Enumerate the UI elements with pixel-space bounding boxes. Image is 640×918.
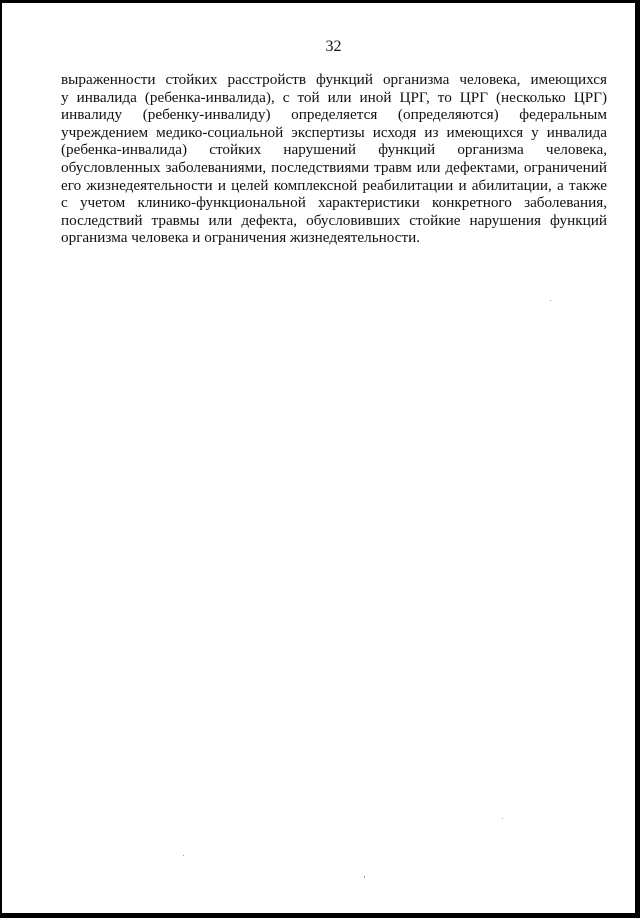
- paragraph-line: последствий травмы или дефекта, обусловивших стойкие нарушения функций: [61, 211, 607, 229]
- scan-speck: [550, 300, 551, 301]
- paragraph-line: выраженности стойких расстройств функций организма человека, имеющихся: [61, 71, 607, 88]
- paragraph-line: у инвалида (ребенка-инвалида), с той или иной ЦРГ, то ЦРГ (несколько ЦРГ): [61, 88, 607, 106]
- paragraph-line: его жизнедеятельности и целей комплексной реабилитации и абилитации, а также: [61, 176, 607, 194]
- paragraph-line: обусловленных заболеваниями, последствиями травм или дефектами, ограничений: [61, 158, 607, 176]
- scan-speck: [183, 855, 184, 856]
- page-number: 32: [325, 38, 342, 55]
- scanned-page: [2, 3, 635, 913]
- paragraph-line: (ребенка-инвалида) стойких нарушений функций организма человека,: [61, 141, 607, 159]
- paragraph-line: учреждением медико-социальной экспертизы исходя из имеющихся у инвалида: [61, 123, 607, 141]
- paragraph-line: инвалиду (ребенку-инвалиду) определяется (определяются) федеральным: [61, 106, 607, 124]
- body-paragraph: [61, 71, 607, 247]
- scan-speck: [364, 876, 365, 878]
- scan-speck: [502, 818, 503, 819]
- paragraph-line: с учетом клинико-функциональной характеристики конкретного заболевания,: [61, 194, 607, 212]
- paragraph-line: организма человека и ограничения жизнедеятельности.: [61, 229, 421, 247]
